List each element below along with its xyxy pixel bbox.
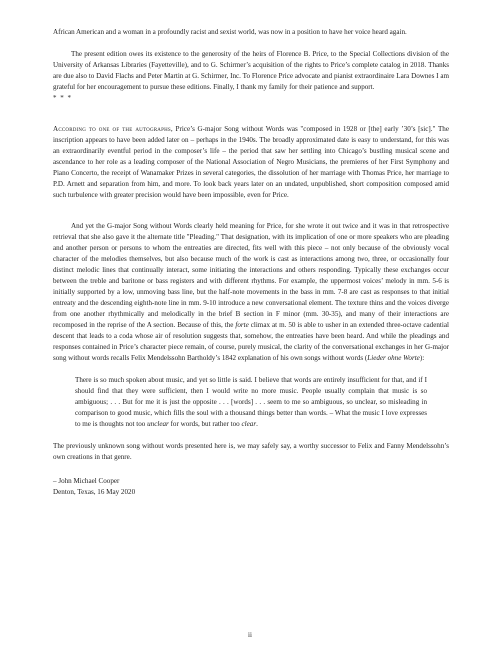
- paragraph-text: Price’s G-major Song without Words was "composed in 1928 or [the] early ’30’s [sic]." The inscription appears to have been added later on – perhaps in the 1940s. The broadly approximated date is easy to understand, for this was an extraordinarily eventful period in the composer’s life – the period that saw her settling into Chicago’s bustling musical scene and ascendance to her role as a leading composer of the National Association of Negro Musicians, the premieres of her First Symphony and Piano Concerto, the receipt of Wanamaker Prizes in several categories, the dissolution of her marriage with Thomas Price, her marriage to P.D. Arnett and separation from him, and more. To look back years later on an undated, unpublished, short composition composed amid such turbulence with greater precision would have been impossible, even for Price.: [53, 125, 449, 199]
- place-date: Denton, Texas, 16 May 2020: [53, 488, 136, 496]
- italic-word: unclear: [147, 420, 169, 428]
- block-quote: [75, 375, 427, 430]
- paragraph-composition-date: [53, 124, 449, 201]
- quote-text: .: [256, 420, 258, 428]
- italic-title: Lieder ohne Worte: [367, 354, 420, 362]
- paragraph-text: And yet the G-major Song without Words clearly held meaning for Price, for she wrote it out twice and it was in that retrospective retrieval that she also gave it the alternate title "Pleading." That designation, with its implication of one or more speakers who are pleading and another person or persons to whom the entreaties are directed, fits well with this piece – not only because of the obviously vocal character of the melodies themselves, but also because much of the work is cast as interactions among two, three, or occasionally four distinct melodic lines that continually interact, some initiating the interactions and others responding. Typically these exchanges occur between the treble and baritone or bass registers and with different rhythms. For example, the uppermost voices’ melody in mm. 5-6 is initially supported by a low, unmoving bass line, but the half-note movements in the bass in mm. 7-8 are cast as responses to that initial entreaty and the descending eighth-note line in mm. 9-10 introduce a new conversational element. The texture thins and the voices diverge from one another rhythmically and melodically in the brief B section in F minor (mm. 30-35), and many of their interactions are recomposed in the reprise of the A section. Because of this, the: [53, 222, 449, 329]
- small-caps-lead: According to one of the autographs,: [53, 125, 173, 133]
- author-signature: – John Michael Cooper: [53, 477, 120, 485]
- page-number: ii: [248, 631, 252, 639]
- paragraph-acknowledgments: The present edition owes its existence to the generosity of the heirs of Florence B. Price, to the Special Collections division of the University of Arkansas Libraries (Fayetteville), and to G. Schirmer’s acquisition of the rights to Price’s complete catalog in 2018. Thanks are due also to David Flachs and Peter Martin at G. Schirmer, Inc. To Florence Price advocate and pianist extraordinaire Lara Downes I am grateful for her encouragement to pursue these editions. Finally, I thank my family for their patience and support.: [53, 50, 449, 91]
- paragraph-text: climax at m. 50 is able to usher in an extended three-octave cadential descent that leads to a coda whose air of resolution suggests that, somehow, the entreaties have been heard. And while the pleadings and responses contained in Price’s character piece remain, of course, purely musical, the clarity of the conversational exchanges in her G-major song without words recalls Felix Mendelssohn Bartholdy’s 1842 explanation of his own songs without words (: [53, 321, 449, 362]
- italic-word: clear: [241, 420, 257, 428]
- quote-text: There is so much spoken about music, and yet so little is said. I believe that words are entirely insufficient for that, and if I should find that they were sufficient, then I would write no more music. People usually complain that music is so ambiguous; . . . But for me it is just the opposite . . . [words] . . . seem to me so ambiguous, so unclear, so misleading in comparison to good music, which fills the soul with a thousand things better than words. – What the music I love expresses to me is thoughts not too: [75, 376, 427, 428]
- italic-term: forte: [235, 321, 249, 329]
- body-text: [53, 27, 449, 498]
- paragraph-continuation: African American and a woman in a profoundly racist and sexist world, was now in a position to have her voice heard again.: [53, 28, 407, 36]
- section-separator: * * *: [53, 94, 72, 102]
- paragraph-analysis: [53, 221, 449, 364]
- paragraph-conclusion: The previously unknown song without words presented here is, we may safely say, a worthy successor to Felix and Fanny Mendelssohn’s own creations in that genre.: [53, 442, 449, 461]
- paragraph-text: ):: [419, 354, 425, 362]
- signature-block: [53, 476, 449, 498]
- quote-text: for words, but rather too: [168, 420, 242, 428]
